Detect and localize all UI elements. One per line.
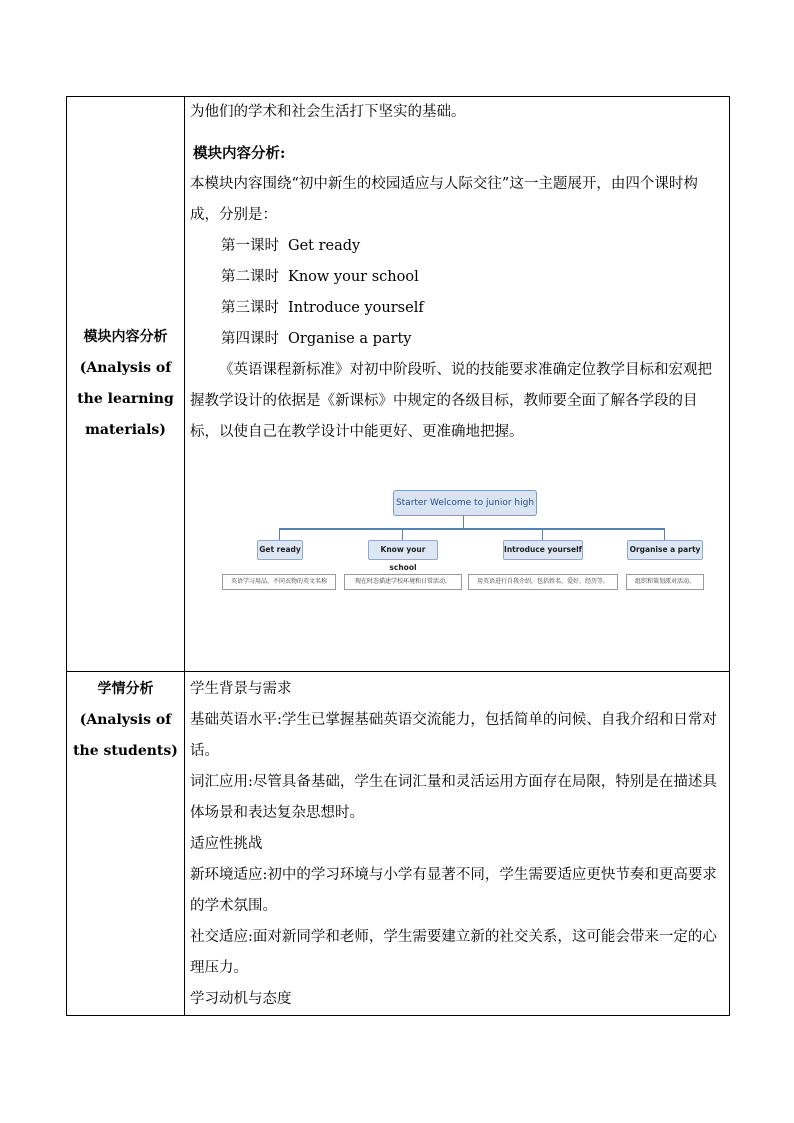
label-en-1: (Analysis of [79, 712, 172, 728]
text-line: 学习动机与态度 [190, 991, 292, 1007]
lesson-item: 第四课时 Organise a party [221, 331, 412, 347]
text-line: 基础英语水平:学生已掌握基础英语交流能力，包括简单的问候、自我介绍和日常对话。 [190, 712, 717, 759]
text-line: 新环境适应:初中的学习环境与小学有显著不同，学生需要适应更快节奏和更高要求的学术氛围。 [190, 867, 717, 914]
mind-map-root: Starter Welcome to junior high [393, 490, 537, 516]
mind-map-desc: 英语学习用品，不同衣物的英文名称 [222, 574, 336, 590]
mind-map-node: Know your school [368, 540, 438, 560]
standards-paragraph: 《英语课程新标准》对初中阶段听、说的技能要求准确定位教学目标和宏观把握教学设计的依据是《新课标》中规定的各级目标，教师要全面了解各学段的目标，以使自己在教学设计中能更好、更准确地把握。 [190, 362, 712, 440]
row-label-students [67, 672, 185, 1016]
label-cn: 模块内容分析 [83, 329, 168, 345]
label-en-3: materials) [85, 422, 166, 438]
mind-map-desc: 组织和策划派对活动。 [626, 574, 704, 590]
connector-line [402, 528, 403, 540]
mind-map-node: Get ready [257, 540, 303, 560]
lesson-item: 第三课时 Introduce yourself [221, 300, 424, 316]
row-content-materials [185, 97, 730, 672]
text-line: 适应性挑战 [190, 836, 263, 852]
lesson-item: 第二课时 Know your school [221, 269, 419, 285]
first-line: 为他们的学术和社会生活打下坚实的基础。 [190, 104, 466, 120]
intro-paragraph: 本模块内容围绕“初中新生的校园适应与人际交往”这一主题展开，由四个课时构成，分别是： [190, 176, 698, 223]
label-en-1: (Analysis of [79, 360, 172, 376]
mind-map-desc: 现在时态描述学校环境和日常活动。 [344, 574, 462, 590]
connector-line [279, 528, 280, 540]
section-heading: 模块内容分析: [193, 145, 286, 162]
label-en-2: the students) [73, 743, 178, 759]
lesson-item: 第一课时 Get ready [221, 238, 361, 254]
connector-line [279, 528, 665, 530]
label-en-2: the learning [77, 391, 174, 407]
label-cn: 学情分析 [97, 681, 154, 697]
connector-line [463, 515, 464, 528]
table-row-students [67, 672, 730, 1016]
text-line: 学生背景与需求 [190, 681, 292, 697]
row-label-materials [67, 97, 185, 672]
mind-map-node: Introduce yourself [503, 540, 583, 560]
connector-line [542, 528, 543, 540]
connector-line [664, 528, 665, 540]
text-line: 词汇应用:尽管具备基础，学生在词汇量和灵活运用方面存在局限，特别是在描述具体场景和表达复杂思想时。 [190, 774, 717, 821]
lesson-plan-table [66, 96, 730, 1016]
mind-map-diagram [190, 490, 725, 598]
text-line: 社交适应:面对新同学和老师，学生需要建立新的社交关系，这可能会带来一定的心理压力。 [190, 929, 717, 976]
mind-map-desc: 用英语进行自我介绍，包括姓名、爱好、经历等。 [468, 574, 618, 590]
row-content-students [185, 672, 730, 1016]
table-row-materials [67, 97, 730, 672]
mind-map-node: Organise a party [627, 540, 703, 560]
